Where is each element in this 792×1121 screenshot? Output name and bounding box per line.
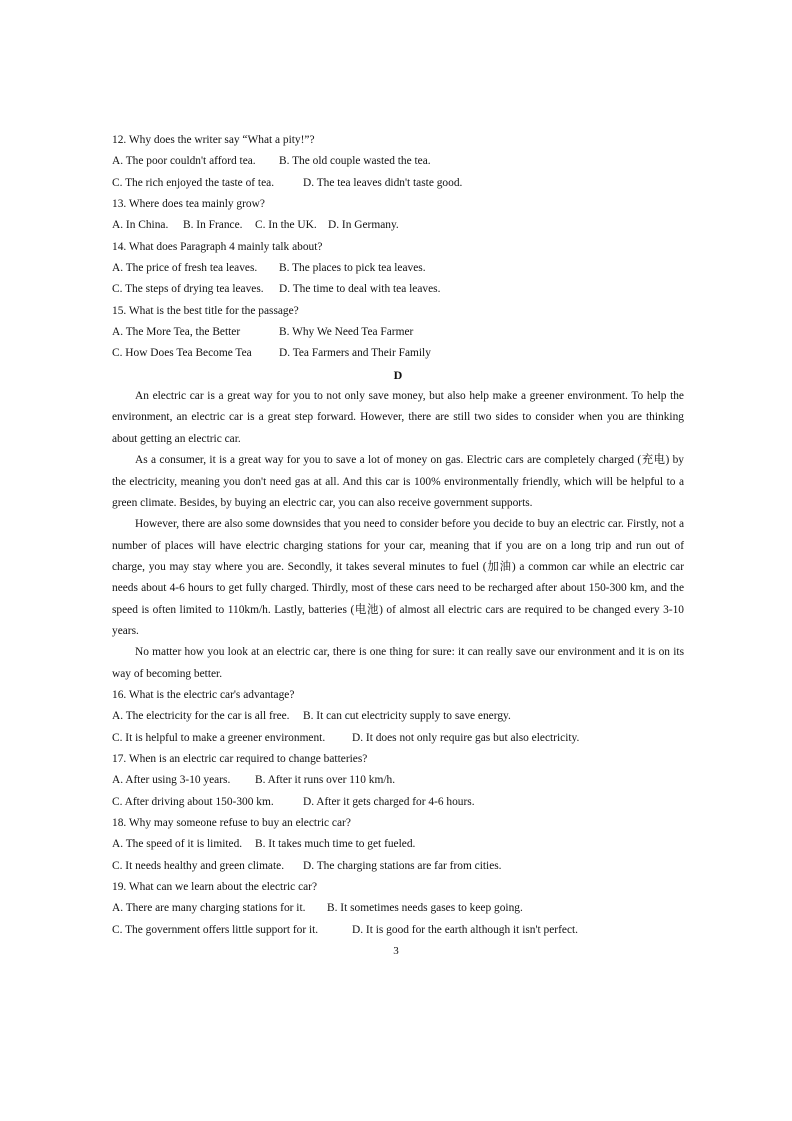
question-12-options-ab bbox=[112, 151, 684, 172]
option-14-c: C. The steps of drying tea leaves. bbox=[112, 283, 264, 296]
option-17-a: A. After using 3-10 years. bbox=[112, 774, 231, 787]
question-14-options-cd bbox=[112, 279, 684, 300]
passage-paragraph-2: As a consumer, it is a great way for you to save a lot of money on gas. Electric cars are completely charged (充电) by the electricity, meaning you don't need gas at all. And this car is 100% environmentally friendly, which will be helpful to a green climate. Besides, by buying an electric car, you can also receive government supports. bbox=[112, 454, 684, 509]
option-19-d: D. It is good for the earth although it isn't perfect. bbox=[352, 923, 579, 936]
question-15: 15. What is the best title for the passage? bbox=[112, 304, 299, 317]
option-19-b: B. It sometimes needs gases to keep going. bbox=[327, 902, 523, 915]
option-16-c: C. It is helpful to make a greener environment. bbox=[112, 731, 326, 744]
option-17-d: D. After it gets charged for 4-6 hours. bbox=[303, 795, 475, 808]
option-18-c: C. It needs healthy and green climate. bbox=[112, 859, 285, 872]
passage-paragraph-3: However, there are also some downsides that you need to consider before you decide to buy an electric car. Firstly, not a number of places will have electric charging stations for your car, meaning that if you are on a long trip and run out of charge, you may stay where you are. Secondly, it takes several minutes to fuel (加油) a common car while an electric car needs about 4-6 hours to get fully charged. Thirdly, most of these cars need to be recharged after about 150-300 km, and the speed is often limited to 110km/h. Lastly, batteries (电池) of almost all electric cars are required to be changed every 3-10 years. bbox=[112, 518, 684, 637]
option-19-c: C. The government offers little support for it. bbox=[112, 923, 319, 936]
option-13-c: C. In the UK. bbox=[255, 219, 317, 232]
question-18-options-cd bbox=[112, 856, 684, 877]
question-17-options-cd bbox=[112, 792, 684, 813]
option-14-d: D. The time to deal with tea leaves. bbox=[279, 283, 441, 296]
option-12-d: D. The tea leaves didn't taste good. bbox=[303, 176, 463, 189]
option-16-d: D. It does not only require gas but also electricity. bbox=[352, 731, 580, 744]
question-12-options-cd bbox=[112, 173, 684, 194]
question-13: 13. Where does tea mainly grow? bbox=[112, 198, 265, 211]
option-14-b: B. The places to pick tea leaves. bbox=[279, 262, 426, 275]
question-16-options-cd bbox=[112, 728, 684, 749]
question-14: 14. What does Paragraph 4 mainly talk about? bbox=[112, 240, 323, 253]
option-14-a: A. The price of fresh tea leaves. bbox=[112, 262, 258, 275]
option-15-b: B. Why We Need Tea Farmer bbox=[279, 326, 414, 339]
option-16-b: B. It can cut electricity supply to save energy. bbox=[303, 710, 511, 723]
option-13-d: D. In Germany. bbox=[328, 219, 399, 232]
question-17: 17. When is an electric car required to change batteries? bbox=[112, 752, 368, 765]
question-19: 19. What can we learn about the electric car? bbox=[112, 881, 318, 894]
question-13-options bbox=[112, 215, 684, 236]
question-16-options-ab bbox=[112, 706, 684, 727]
question-15-options-cd bbox=[112, 343, 684, 364]
exam-page-content bbox=[112, 130, 684, 941]
option-18-d: D. The charging stations are far from cities. bbox=[303, 859, 502, 872]
option-19-a: A. There are many charging stations for it. bbox=[112, 902, 306, 915]
option-17-c: C. After driving about 150-300 km. bbox=[112, 795, 274, 808]
page-number: 3 bbox=[393, 945, 399, 957]
option-17-b: B. After it runs over 110 km/h. bbox=[255, 774, 396, 787]
option-12-a: A. The poor couldn't afford tea. bbox=[112, 155, 256, 168]
question-18: 18. Why may someone refuse to buy an electric car? bbox=[112, 817, 351, 829]
question-18-options-ab bbox=[112, 834, 684, 855]
option-16-a: A. The electricity for the car is all free. bbox=[112, 710, 290, 723]
option-15-c: C. How Does Tea Become Tea bbox=[112, 347, 252, 360]
option-15-a: A. The More Tea, the Better bbox=[112, 326, 241, 339]
question-17-options-ab bbox=[112, 770, 684, 791]
option-15-d: D. Tea Farmers and Their Family bbox=[279, 347, 431, 360]
question-14-options-ab bbox=[112, 258, 684, 279]
option-12-c: C. The rich enjoyed the taste of tea. bbox=[112, 176, 275, 189]
passage-paragraph-1: An electric car is a great way for you to not only save money, but also help make a greener environment. To help the environment, an electric car is a great step forward. However, there are still two sides to consider when you are thinking about getting an electric car. bbox=[112, 390, 684, 445]
question-19-options-cd bbox=[112, 920, 684, 941]
question-15-options-ab bbox=[112, 322, 684, 343]
option-13-a: A. In China. bbox=[112, 219, 169, 232]
option-18-a: A. The speed of it is limited. bbox=[112, 838, 243, 851]
section-title: D bbox=[393, 367, 403, 382]
passage-paragraph-4: No matter how you look at an electric car, there is one thing for sure: it can really save our environment and it is on its way of becoming better. bbox=[112, 646, 684, 680]
question-12: 12. Why does the writer say “What a pity!”? bbox=[112, 134, 315, 146]
option-18-b: B. It takes much time to get fueled. bbox=[255, 838, 416, 851]
option-13-b: B. In France. bbox=[183, 219, 243, 232]
question-19-options-ab bbox=[112, 898, 684, 919]
question-16: 16. What is the electric car's advantage? bbox=[112, 688, 295, 701]
option-12-b: B. The old couple wasted the tea. bbox=[279, 155, 431, 168]
